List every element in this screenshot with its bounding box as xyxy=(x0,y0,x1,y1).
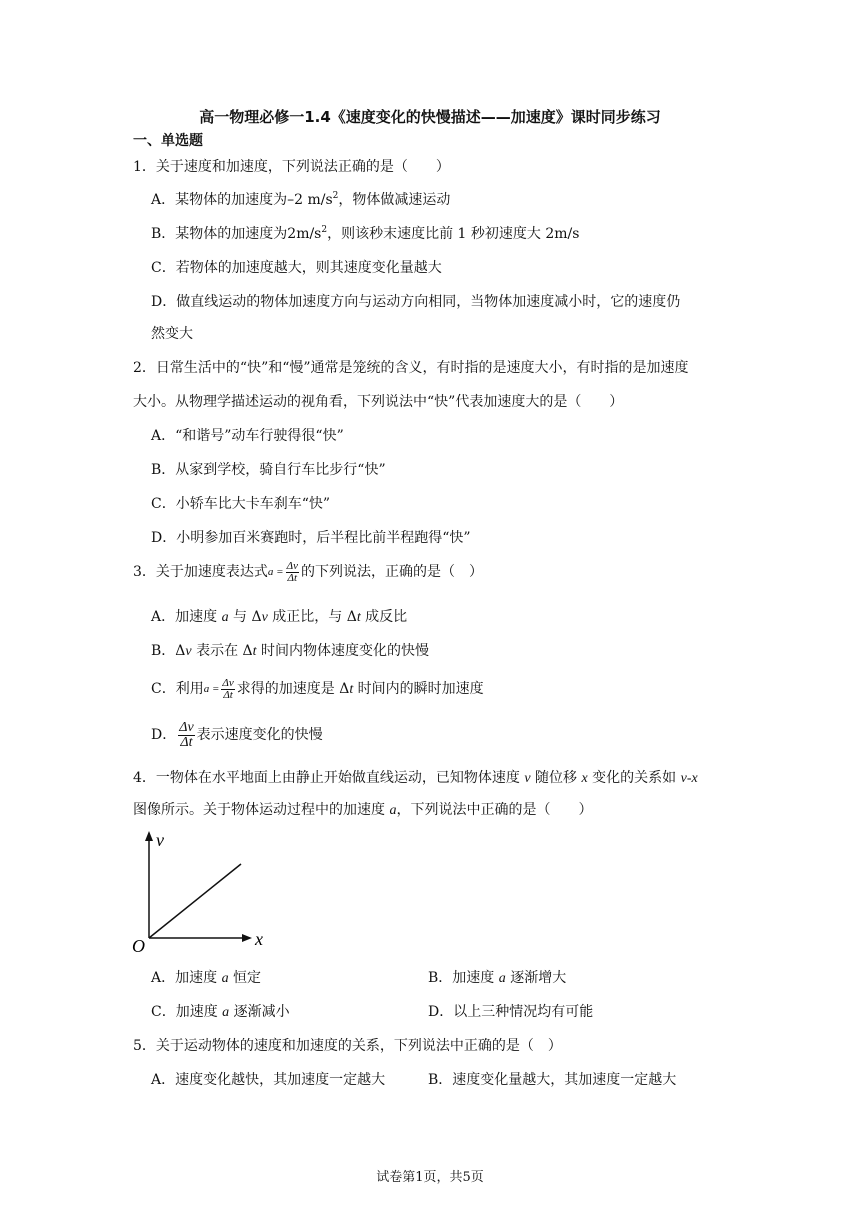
q2-stem-line2: 大小。从物理学描述运动的视角看，下列说法中“快”代表加速度大的是（ ） xyxy=(133,394,624,410)
page-title: 高一物理必修一1.4《速度变化的快慢描述——加速度》课时同步练习 xyxy=(199,108,661,126)
v-axis-label: v xyxy=(156,830,164,850)
q5-option-b: B．速度变化量越大，其加速度一定越大 xyxy=(428,1072,677,1088)
q2-option-b: B．从家到学校，骑自行车比步行“快” xyxy=(151,462,386,478)
q1-option-b: B．某物体的加速度为$2m/s^2$，则该秒末速度比前 1 秒初速度大 2m/s xyxy=(151,225,580,242)
q3-stem: 3．关于加速度表达式a = $\frac{\Delta v}{\Delta t}$ 的下列说法，正确的是（ ） xyxy=(133,559,483,584)
vx-graph xyxy=(128,828,278,956)
q3-option-c: C．利用a = $\frac{\Delta v}{\Delta t}$ 求得的加速度是 Δt 时间内的瞬时加速度 xyxy=(151,676,484,701)
q4-option-b: B．加速度 a 逐渐增大 xyxy=(428,970,567,986)
q5-option-a: A．速度变化越快，其加速度一定越大 xyxy=(151,1072,386,1088)
q4-option-c: C．加速度 a 逐渐减小 xyxy=(151,1004,290,1020)
vx-line xyxy=(149,864,241,938)
q2-stem-line1: 2．日常生活中的“快”和“慢”通常是笼统的含义，有时指的是速度大小，有时指的是加速度 xyxy=(133,360,689,376)
q1-option-c: C．若物体的加速度越大，则其速度变化量越大 xyxy=(151,260,442,276)
q3-formula-fraction: $\frac{\Delta v}{\Delta t}$ xyxy=(286,559,298,584)
q3-option-b: B．Δv 表示在 Δt 时间内物体速度变化的快慢 xyxy=(151,643,429,659)
origin-label: O xyxy=(132,936,145,956)
q4-stem-line1: 4．一物体在水平地面上由静止开始做直线运动，已知物体速度 v 随位移 x 变化的关系如 v-x xyxy=(133,770,698,786)
q4-option-a: A．加速度 a 恒定 xyxy=(151,970,262,986)
q3-option-d: D． $\frac{\Delta v}{\Delta t}$ 表示速度变化的快慢 xyxy=(151,719,323,750)
q2-option-a: A．“和谐号”动车行驶得很“快” xyxy=(151,428,344,444)
q4-option-d: D．以上三种情况均有可能 xyxy=(428,1004,594,1020)
page-footer: 试卷第1页，共5页 xyxy=(376,1170,484,1185)
v-axis-arrow-icon xyxy=(145,831,153,841)
q3-option-a: A．加速度 a 与 Δv 成正比，与 Δt 成反比 xyxy=(151,609,408,625)
q1-option-d: D．做直线运动的物体加速度方向与运动方向相同，当物体加速度减小时，它的速度仍 xyxy=(151,294,681,310)
x-axis-label: x xyxy=(255,929,263,949)
q4-stem-line2: 图像所示。关于物体运动过程中的加速度 a，下列说法中正确的是（ ） xyxy=(133,802,593,818)
q5-stem: 5．关于运动物体的速度和加速度的关系，下列说法中正确的是（ ） xyxy=(133,1038,562,1054)
q1-option-a: A．某物体的加速度为–2 $m/s^2$，物体做减速运动 xyxy=(151,191,451,208)
q2-option-d: D．小明参加百米赛跑时，后半程比前半程跑得“快” xyxy=(151,530,471,546)
x-axis-arrow-icon xyxy=(242,934,252,942)
section-heading: 一、单选题 xyxy=(133,133,203,149)
q1-stem: 1．关于速度和加速度，下列说法正确的是（ ） xyxy=(133,159,450,175)
q2-option-c: C．小轿车比大卡车刹车“快” xyxy=(151,496,331,512)
q1-option-d-continued: 然变大 xyxy=(151,326,193,342)
